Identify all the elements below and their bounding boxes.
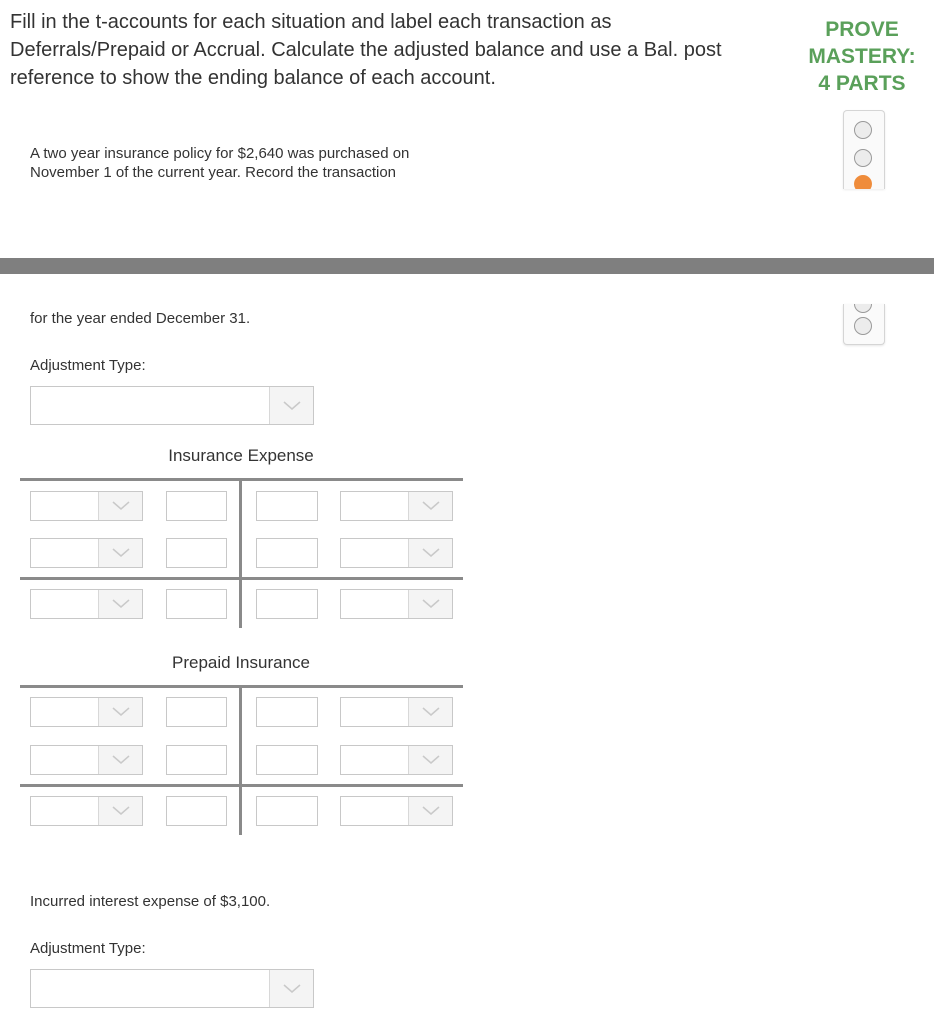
- chevron-down-icon[interactable]: [98, 590, 142, 618]
- balance-ref-select-credit[interactable]: [340, 796, 453, 826]
- mastery-line-1: PROVE: [825, 18, 899, 41]
- t-account-balance-line: [20, 784, 463, 787]
- balance-ref-select-debit[interactable]: [30, 796, 143, 826]
- debit-ref-select[interactable]: [30, 745, 143, 775]
- credit-amount-input[interactable]: [256, 697, 318, 727]
- instructions-text: Fill in the t-accounts for each situation and label each transaction as Deferrals/Prepaid or Accrual. Calculate the adjusted balance and use a Bal. post reference to show the ending balance of each account.: [10, 11, 722, 89]
- credit-amount-input[interactable]: [256, 491, 318, 521]
- prove-mastery-badge: [800, 16, 924, 97]
- mastery-line-3: 4 PARTS: [818, 72, 906, 95]
- debit-amount-input[interactable]: [166, 697, 227, 727]
- t-account-center-line: [239, 480, 242, 628]
- balance-credit-input[interactable]: [256, 589, 318, 619]
- chevron-down-icon[interactable]: [269, 970, 313, 1007]
- chevron-down-icon[interactable]: [408, 590, 452, 618]
- chevron-down-icon[interactable]: [408, 797, 452, 825]
- credit-ref-select[interactable]: [340, 538, 453, 568]
- situation-2-prompt: Incurred interest expense of $3,100.: [30, 893, 271, 910]
- adjustment-type-select[interactable]: [30, 386, 314, 425]
- progress-dot-part-1[interactable]: [854, 121, 872, 139]
- progress-tracker: [843, 110, 885, 189]
- balance-debit-input[interactable]: [166, 589, 227, 619]
- chevron-down-icon[interactable]: [408, 698, 452, 726]
- situation-1-prompt-continued: for the year ended December 31.: [30, 310, 251, 327]
- adjustment-type-label: Adjustment Type:: [30, 940, 146, 957]
- t-account-balance-line: [20, 577, 463, 580]
- credit-amount-input[interactable]: [256, 538, 318, 568]
- mastery-line-2: MASTERY:: [808, 45, 916, 68]
- debit-amount-input[interactable]: [166, 745, 227, 775]
- chevron-down-icon[interactable]: [98, 746, 142, 774]
- chevron-down-icon[interactable]: [98, 698, 142, 726]
- adjustment-type-label: Adjustment Type:: [30, 357, 146, 374]
- t-account-title-prepaid-insurance: Prepaid Insurance: [172, 653, 310, 672]
- credit-ref-select[interactable]: [340, 491, 453, 521]
- progress-dot-part-4[interactable]: [854, 317, 872, 335]
- debit-amount-input[interactable]: [166, 538, 227, 568]
- chevron-down-icon[interactable]: [269, 387, 313, 424]
- debit-ref-select[interactable]: [30, 491, 143, 521]
- progress-tracker-continued: [843, 304, 885, 345]
- chevron-down-icon[interactable]: [408, 539, 452, 567]
- balance-ref-select-credit[interactable]: [340, 589, 453, 619]
- chevron-down-icon[interactable]: [98, 539, 142, 567]
- credit-ref-select[interactable]: [340, 745, 453, 775]
- debit-ref-select[interactable]: [30, 538, 143, 568]
- balance-debit-input[interactable]: [166, 796, 227, 826]
- chevron-down-icon[interactable]: [408, 492, 452, 520]
- balance-credit-input[interactable]: [256, 796, 318, 826]
- debit-ref-select[interactable]: [30, 697, 143, 727]
- chevron-down-icon[interactable]: [408, 746, 452, 774]
- credit-amount-input[interactable]: [256, 745, 318, 775]
- adjustment-type-select[interactable]: [30, 969, 314, 1008]
- progress-dot-part-3-active[interactable]: [854, 175, 872, 189]
- progress-dot-part-2[interactable]: [854, 149, 872, 167]
- t-account-center-line: [239, 687, 242, 835]
- chevron-down-icon[interactable]: [98, 492, 142, 520]
- balance-ref-select-debit[interactable]: [30, 589, 143, 619]
- debit-amount-input[interactable]: [166, 491, 227, 521]
- section-divider: [0, 258, 934, 274]
- situation-1-prompt: A two year insurance policy for $2,640 was purchased on November 1 of the current year. Record the transaction: [30, 145, 410, 181]
- progress-dot-part-3-edge: [854, 304, 872, 313]
- t-account-title-insurance-expense: Insurance Expense: [168, 446, 314, 465]
- chevron-down-icon[interactable]: [98, 797, 142, 825]
- credit-ref-select[interactable]: [340, 697, 453, 727]
